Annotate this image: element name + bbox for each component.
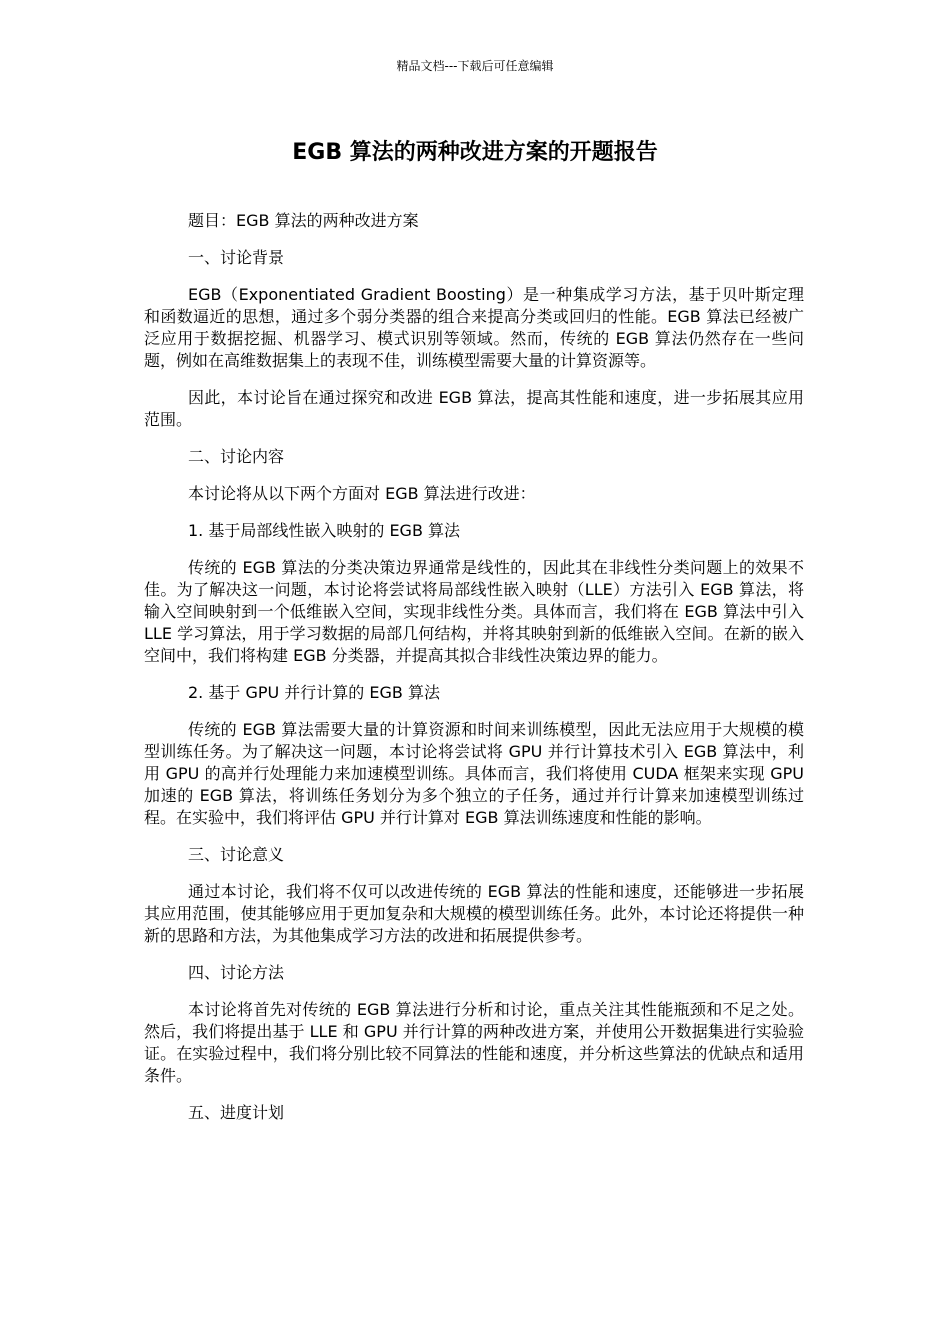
document-title: EGB 算法的两种改进方案的开题报告 [292,140,658,165]
significance-heading: 三、讨论意义 [188,845,285,864]
document-body [144,210,804,1139]
topic-line: 题目：EGB 算法的两种改进方案 [188,211,419,230]
item1-heading: 1. 基于局部线性嵌入映射的 EGB 算法 [188,521,461,540]
background-heading: 一、讨论背景 [188,248,285,267]
background-paragraph-1: EGB（Exponentiated Gradient Boosting）是一种集成学习方法，基于贝叶斯定理和函数逼近的思想，通过多个弱分类器的组合来提高分类或回归的性能。EGB 算法已经被广泛应用于数据挖掘、机器学习、模式识别等领域。然而，传统的 EGB 算法仍然存在一些问题，例如在高维数据集上的表现不佳，训练模型需要大量的计算资源等。 [144,285,804,370]
significance-paragraph: 通过本讨论，我们将不仅可以改进传统的 EGB 算法的性能和速度，还能够进一步拓展其应用范围，使其能够应用于更加复杂和大规模的模型训练任务。此外，本讨论还将提供一种新的思路和方法，为其他集成学习方法的改进和拓展提供参考。 [144,882,804,945]
content-heading: 二、讨论内容 [188,447,285,466]
header-note: 精品文档---下载后可任意编辑 [396,59,554,73]
content-intro: 本讨论将从以下两个方面对 EGB 算法进行改进： [188,484,536,503]
schedule-heading: 五、进度计划 [188,1103,285,1122]
background-paragraph-2: 因此，本讨论旨在通过探究和改进 EGB 算法，提高其性能和速度，进一步拓展其应用范围。 [144,388,804,429]
item2-paragraph: 传统的 EGB 算法需要大量的计算资源和时间来训练模型，因此无法应用于大规模的模型训练任务。为了解决这一问题，本讨论将尝试将 GPU 并行计算技术引入 EGB 算法中，利用 GPU 的高并行处理能力来加速模型训练。具体而言，我们将使用 CUDA 框架来实现 GPU 加速的 EGB 算法，将训练任务划分为多个独立的子任务，通过并行计算来加速模型训练过程。在实验中，我们将评估 GPU 并行计算对 EGB 算法训练速度和性能的影响。 [144,720,804,827]
item1-paragraph: 传统的 EGB 算法的分类决策边界通常是线性的，因此其在非线性分类问题上的效果不佳。为了解决这一问题，本讨论将尝试将局部线性嵌入映射（LLE）方法引入 EGB 算法，将输入空间映射到一个低维嵌入空间，实现非线性分类。具体而言，我们将在 EGB 算法中引入 LLE 学习算法，用于学习数据的局部几何结构，并将其映射到新的低维嵌入空间。在新的嵌入空间中，我们将构建 EGB 分类器，并提高其拟合非线性决策边界的能力。 [144,558,804,665]
item2-heading: 2. 基于 GPU 并行计算的 EGB 算法 [188,683,440,702]
method-paragraph: 本讨论将首先对传统的 EGB 算法进行分析和讨论，重点关注其性能瓶颈和不足之处。然后，我们将提出基于 LLE 和 GPU 并行计算的两种改进方案，并使用公开数据集进行实验验证。在实验过程中，我们将分别比较不同算法的性能和速度，并分析这些算法的优缺点和适用条件。 [144,1000,804,1085]
method-heading: 四、讨论方法 [188,963,285,982]
